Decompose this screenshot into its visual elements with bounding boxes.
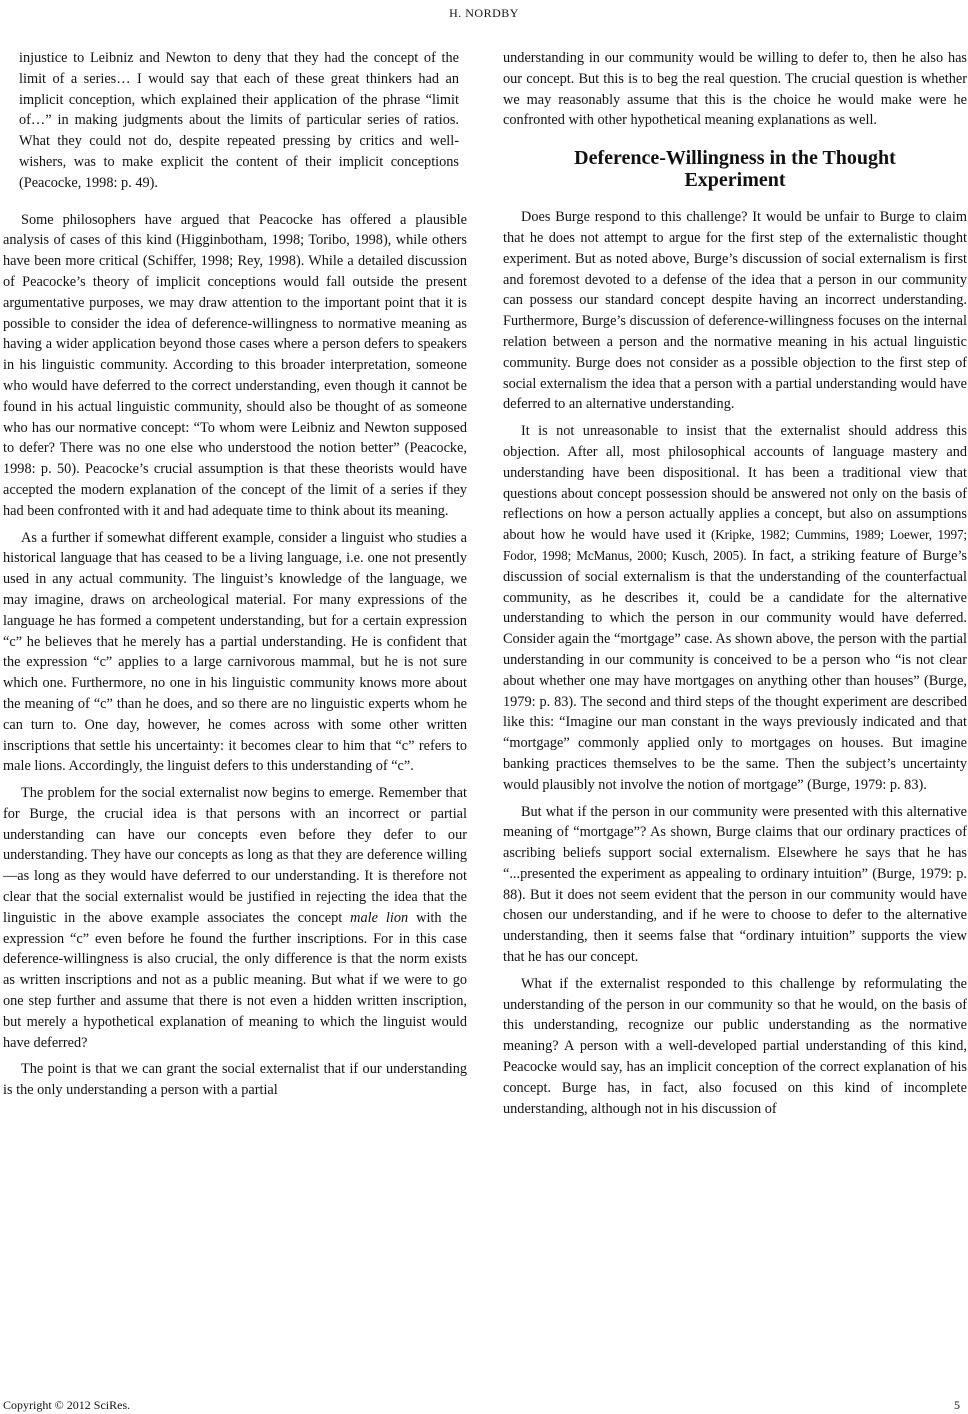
paragraph <box>503 421 967 795</box>
section-heading: Deference-Willingness in the Thought Experiment <box>574 147 896 192</box>
paragraph: What if the externalist responded to this challenge by reformulating the understanding of the person in our community so that he would, on the basis of this understanding, recognize our public understanding as the normative meaning? A person with a well-developed partial understanding of this kind, Peacocke would say, has an implicit conception of the correct explanation of his concept. Burge has, in fact, also focused on this kind of incomplete understanding, although not in his discussion of <box>503 975 967 1117</box>
paragraph-text: The problem for the social externalist now begins to emerge. Remember that for Burge, the crucial idea is that persons with an incorrect or partial understanding can have our concepts even before they defer to our understanding. They have our concepts as long as that they are deference willing—as long as they would have deferred to our understanding. It is therefore not clear that the social externalist would be justified in rejecting the idea that the linguistic in the above example associates the concept <box>3 785 467 926</box>
paragraph: Some philosophers have argued that Peacocke has offered a plausible analysis of cases of this kind (Higginbotham, 1998; Toribo, 1998), while others have been more critical (Schiffer, 1998; Rey, 1998). While a detailed discussion of Peacocke’s theory of implicit conceptions would fall outside the present argumentative purposes, we may draw attention to the important point that it is possible to consider the idea of deference-willingness to normative meaning as having a wider application beyond those cases where a person defers to speakers in his linguistic community. According to this broader interpretation, someone who would have deferred to the correct understanding, even though it cannot be found in his actual linguistic community, should also be thought of as someone who has our normative concept: “To whom were Leibniz and Newton supposed to defer? There was no one else who understood the notion better” (Peacocke, 1998: p. 50). Peacocke’s crucial assumption is that these theorists would have accepted the modern explanation of the concept of the limit of a series if they had been confronted with it and had adequate time to think about its meaning. <box>3 211 467 519</box>
paragraph: Does Burge respond to this challenge? It would be unfair to Burge to claim that he does not attempt to argue for the first step of the externalistic thought experiment. But as noted above, Burge’s discussion of social externalism is first and foremost devoted to a defense of the idea that a person in our community can possess our standard concept despite having an incorrect understanding. Furthermore, Burge’s discussion of deference-willingness focuses on the internal relation between a person and the normative meaning in his actual linguistic community. Burge does not consider as a possible objection to the first step of social externalism the idea that a person with a partial understanding would have deferred to an alternative understanding. <box>503 209 967 413</box>
paragraph-text: with the expression “c” even before he found the further inscriptions. For in this case deference-willingness is also crucial, the only difference is that the norm exists as written inscriptions and not as a public meaning. But what if we were to go one step further and assume that there is not even a hidden written inscription, but merely a hypothetical explanation of meaning to which the linguist would have deferred? <box>3 909 467 1051</box>
running-head: H. NORDBY <box>449 6 519 20</box>
block-quote: injustice to Leibniz and Newton to deny that they had the concept of the limit of a series… I would say that each of these great thinkers had an implicit conception, which explained their application of the phrase “limit of…” in making judgments about the limits of particular series of ratios. What they could not do, despite repeated pressing by critics and well-wishers, was to make explicit the content of their implicit conceptions (Peacocke, 1998: p. 49). <box>19 50 459 191</box>
paragraph: But what if the person in our community were presented with this alternative meaning of “mortgage”? As shown, Burge claims that our ordinary practices of ascribing beliefs support social externalism. Elsewhere he says that he has “...presented the experiment as appealing to ordinary intuition” (Burge, 1979: p. 88). But it does not seem evident that the person in our community would have chosen our understanding, and if he were to choose to defer to the alternative understanding, then it seems false that “ordinary intuition” supports the view that he has our concept. <box>503 803 967 966</box>
paragraph: The point is that we can grant the social externalist that if our understanding is the only understanding a person with a partial <box>3 1061 467 1099</box>
copyright-notice: Copyright © 2012 SciRes. <box>3 1398 131 1412</box>
left-column <box>3 48 467 1107</box>
paragraph-text: It is not unreasonable to insist that the externalist should address this objection. After all, most philosophical accounts of language mastery and understanding have been dispositional. It has been a traditional view that questions about concept possession should be answered not only on the basis of reflections on how a person actually applies a concept, but also on assumptions about how he would have used it <box>503 423 967 544</box>
page-number: 5 <box>954 1398 960 1412</box>
paragraph: As a further if somewhat different example, consider a linguist who studies a historical language that has ceased to be a living language, i.e. one not presently used in any actual community. The linguist’s knowledge of the language, we may imagine, draws on archeological material. For many expressions of the language he has formed a competent understanding, but for a certain expression “c” he believes that he merely has a partial understanding. He is confident that the expression “c” applies to a large carnivorous mammal, but he is not sure which one. Furthermore, no one in his linguistic community knows more about the meaning of “c” than he does, and so there are no linguistic experts whom he can turn to. One day, however, he comes across with some other written inscriptions that settle his uncertainty: it becomes clear to him that “c” refers to male lions. Accordingly, the linguist defers to this understanding of “c”. <box>3 529 467 775</box>
citation-list: (Kripke, 1982; Cummins, 1989; Loewer, 1997; Fodor, 1998; McManus, 2000; Kusch, 2005). <box>503 527 967 563</box>
paragraph-text: In fact, a striking feature of Burge’s discussion of social externalism is that the understanding of the counterfactual community, as he describes it, could be a candidate for the alternative understanding to which the person in our community would have deferred. Consider again the “mortgage” case. As shown above, the person with the partial understanding in our community is conceived to be a person who “is not clear about whether one may have mortgages on anything other than houses” (Burge, 1979: p. 83). The second and third steps of the thought experiment are described like this: “Imagine our man constant in the ways previously indicated and that “mortgage” commonly applied only to mortgages on houses. But imagine banking practices themselves to be the same. Then the subject’s uncertainty would plausibly not involve the notion of mortgage” (Burge, 1979: p. 83). <box>503 547 967 793</box>
paragraph <box>3 783 467 1053</box>
paragraph: understanding in our community would be willing to defer to, then he also has our concept. But this is to beg the real question. The crucial question is whether we may reasonably assume that this is the choice he would make were he confronted with other hypothetical meaning explanations as well. <box>503 50 967 129</box>
right-column <box>503 48 967 1125</box>
italic-term: male lion <box>350 909 409 926</box>
